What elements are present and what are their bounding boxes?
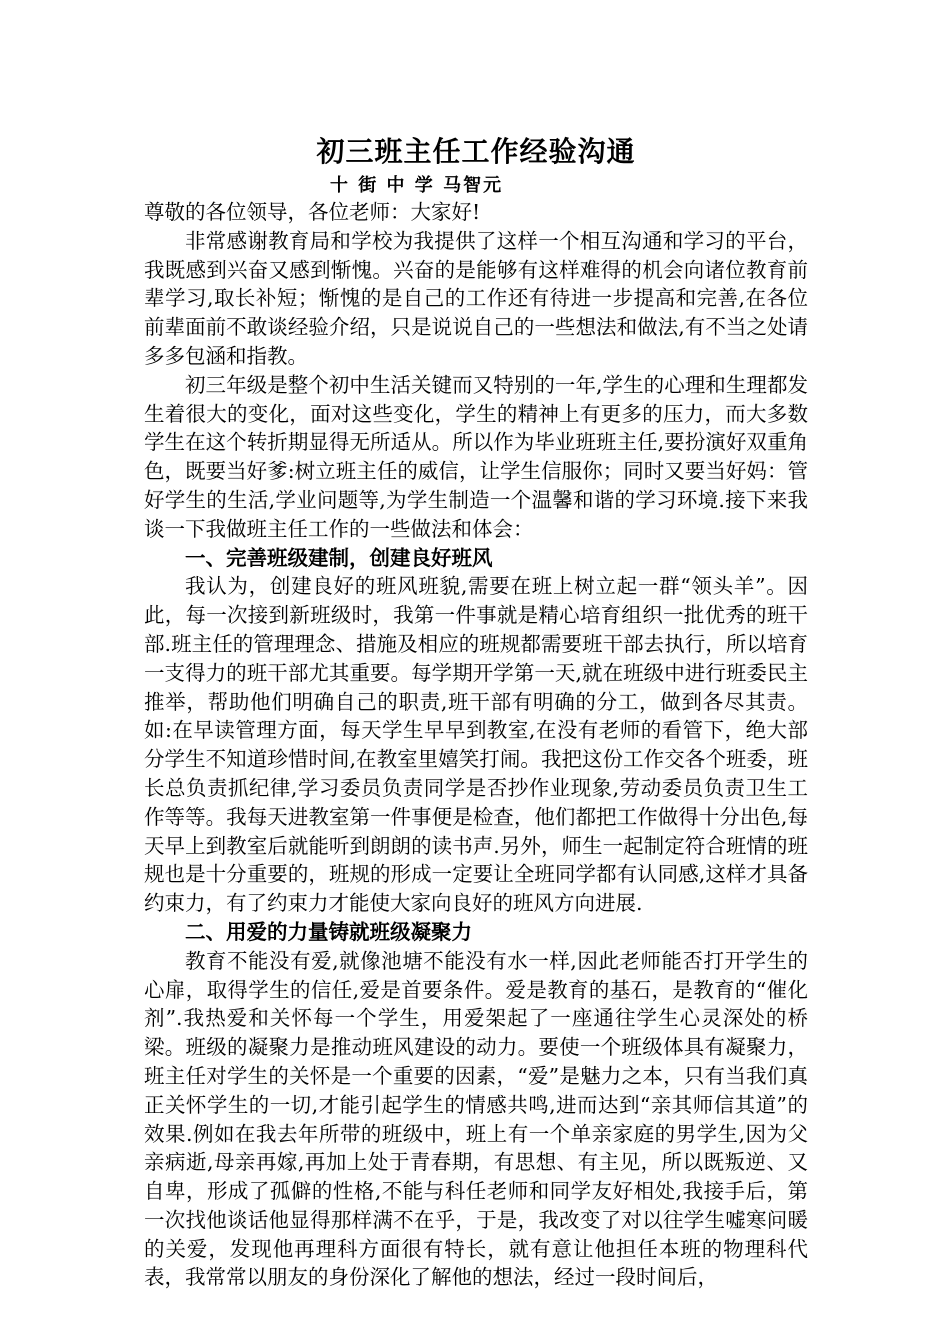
greeting-paragraph: 尊敬的各位领导，各位老师：大家好! bbox=[144, 200, 481, 224]
document-body bbox=[144, 130, 808, 1292]
body-paragraph-4: 教育不能没有爱,就像池塘不能没有水一样,因此老师能否打开学生的心扉，取得学生的信任,爱是首要条件。爱是教育的基石，是教育的“催化剂”.我热爱和关怀每一个学生，用爱架起了一座通往学生心灵深处的桥梁。班级的凝聚力是推动班风建设的动力。要使一个班级体具有凝聚力，班主任对学生的关怀是一个重要的因素，“爱”是魅力之本，只有当我们真正关怀学生的一切,才能引起学生的情感共鸣,进而达到“亲其师信其道”的效果.例如在我去年所带的班级中，班上有一个单亲家庭的男学生,因为父亲病逝,母亲再嫁,再加上处于青春期，有思想、有主见，所以既叛逆、又自卑，形成了孤僻的性格,不能与科任老师和同学友好相处,我接手后，第一次找他谈话他显得那样满不在乎，于是，我改变了对以往学生嘘寒问暖的关爱，发现他再理科方面很有特长，就有意让他担任本班的物理科代表，我常常以朋友的身份深化了解他的想法，经过一段时间后， bbox=[144, 948, 808, 1290]
body-paragraph-1: 非常感谢教育局和学校为我提供了这样一个相互沟通和学习的平台，我既感到兴奋又感到惭愧。兴奋的是能够有这样难得的机会向诸位教育前辈学习,取长补短；惭愧的是自己的工作还有待进一步提高和完善,在各位前辈面前不敢谈经验介绍，只是说说自己的一些想法和做法,有不当之处请多多包涵和指教。 bbox=[144, 228, 808, 368]
section-heading-1: 一、完善班级建制，创建良好班风 bbox=[185, 545, 493, 570]
document-title: 初三班主任工作经验沟通 bbox=[316, 135, 636, 168]
body-paragraph-3: 我认为，创建良好的班风班貌,需要在班上树立起一群“领头羊”。因此，每一次接到新班级时，我第一件事就是精心培育组织一批优秀的班干部.班主任的管理理念、措施及相应的班规都需要班干部去执行，所以培育一支得力的班干部尤其重要。每学期开学第一天,就在班级中进行班委民主推举，帮助他们明确自己的职责,班干部有明确的分工，做到各尽其责。如:在早读管理方面，每天学生早早到教室,在没有老师的看管下，绝大部分学生不知道珍惜时间,在教室里嬉笑打闹。我把这份工作交各个班委，班长总负责抓纪律,学习委员负责同学是否抄作业现象,劳动委员负责卫生工作等等。我每天进教室第一件事便是检查，他们都把工作做得十分出色,每天早上到教室后就能听到朗朗的读书声.另外，师生一起制定符合班情的班规也是十分重要的，班规的形成一定要让全班同学都有认同感,这样才具备约束力，有了约束力才能使大家向良好的班风方向进展. bbox=[144, 574, 808, 916]
section-heading-2: 二、用爱的力量铸就班级凝聚力 bbox=[185, 919, 472, 944]
body-paragraph-2: 初三年级是整个初中生活关键而又特别的一年,学生的心理和生理都发生着很大的变化，面对这些变化，学生的精神上有更多的压力，而大多数学生在这个转折期显得无所适从。所以作为毕业班班主任,要扮演好双重角色，既要当好爹:树立班主任的威信，让学生信服你；同时又要当好妈：管好学生的生活,学业问题等,为学生制造一个温馨和谐的学习环境.接下来我谈一下我做班主任工作的一些做法和体会： bbox=[144, 372, 808, 541]
author-line: 十 街 中 学 马智元 bbox=[330, 175, 504, 196]
